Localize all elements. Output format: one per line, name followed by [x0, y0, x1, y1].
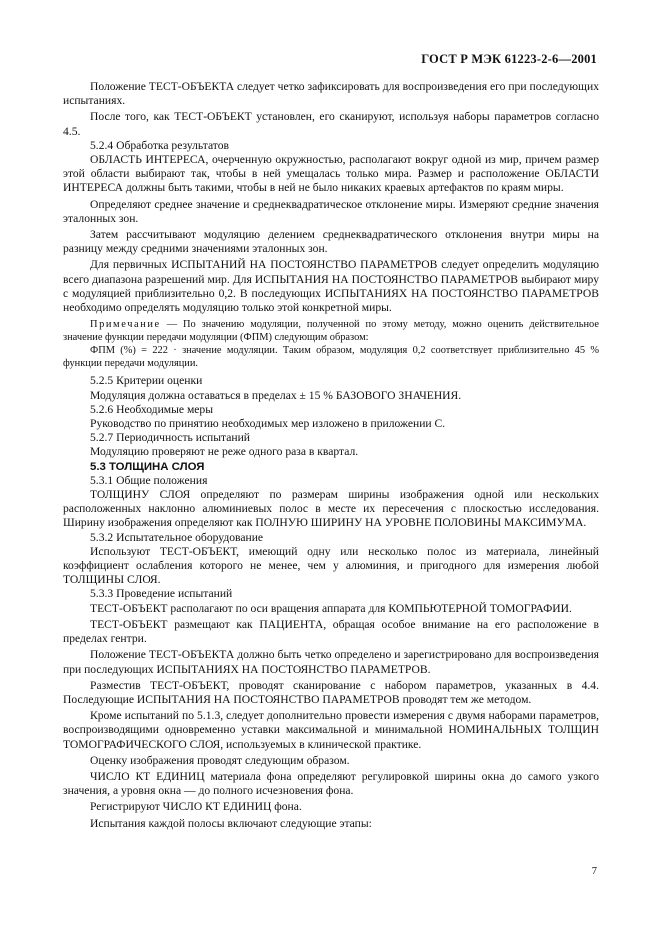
paragraph: Модуляция должна оставаться в пределах ± 15 % БАЗОВОГО ЗНАЧЕНИЯ. — [90, 388, 462, 402]
paragraph: Регистрируют ЧИСЛО КТ ЕДИНИЦ фона. — [90, 800, 302, 814]
page-number: 7 — [591, 866, 597, 877]
paragraph: Кроме испытаний по 5.1.3, следует дополнительно провести измерения с двумя наборами параметров, воспроизводящими одновременно уставки максимальной и минимальной НОМИНАЛЬНЫХ ТОЛЩИН ТОМОГРАФИЧЕСКОГО СЛОЯ, используемых в клинической практике. — [63, 709, 599, 751]
paragraph: Испытания каждой полосы включают следующие этапы: — [90, 816, 372, 830]
document-body — [63, 80, 599, 831]
note-text: — По значению модуляции, полученной по этому методу, можно оценить действительное значение функции передачи модуляции (ФПМ) следующим образом: — [63, 319, 599, 344]
paragraph: Модуляцию проверяют не реже одного раза в квартал. — [90, 445, 359, 459]
section-heading-5-3: 5.3 ТОЛЩИНА СЛОЯ — [90, 460, 205, 473]
paragraph: ТОЛЩИНУ СЛОЯ определяют по размерам ширины изображения одной или нескольких расположенных наклонно алюминиевых полос в месте их пересечения с плоскостью исследования. Ширину изображения определяют как ПОЛНУЮ ШИРИНУ НА УРОВНЕ ПОЛОВИНЫ МАКСИМУМА. — [63, 488, 599, 530]
paragraph: ТЕСТ-ОБЪЕКТ размещают как ПАЦИЕНТА, обращая особое внимание на его расположение в пределах гентри. — [63, 617, 599, 646]
paragraph: ОБЛАСТЬ ИНТЕРЕСА, очерченную окружностью, располагают вокруг одной из мир, причем размер этой области выбирают так, чтобы в ней умещалась только мира. Размер и расположение ОБЛАСТИ ИНТЕРЕСА должны быть такими, чтобы в ней не было никаких краевых артефактов по краям миры. — [63, 153, 599, 195]
paragraph: Определяют среднее значение и среднеквадратическое отклонение миры. Измеряют средние значения эталонных зон. — [63, 197, 599, 225]
paragraph: Используют ТЕСТ-ОБЪЕКТ, имеющий одну или несколько полос из материала, линейный коэффициент ослабления которого не менее, чем у алюминия, и пригодного для измерения любой ТОЛЩИНЫ СЛОЯ. — [63, 544, 599, 587]
document-header: ГОСТ Р МЭК 61223-2-6—2001 — [421, 52, 597, 66]
section-heading-5-3-1: 5.3.1 Общие положения — [90, 473, 208, 487]
paragraph: Положение ТЕСТ-ОБЪЕКТА следует четко зафиксировать для воспроизведения его при последующих испытаниях. — [63, 80, 599, 108]
section-heading-5-2-6: 5.2.6 Необходимые меры — [90, 402, 214, 416]
paragraph: ТЕСТ-ОБЪЕКТ располагают по оси вращения аппарата для КОМПЬЮТЕРНОЙ ТОМОГРАФИИ. — [90, 601, 572, 615]
paragraph: После того, как ТЕСТ-ОБЪЕКТ установлен, его сканируют, используя наборы параметров согласно 4.5. — [63, 110, 599, 138]
section-heading-5-2-5: 5.2.5 Критерии оценки — [90, 374, 203, 388]
note-block — [63, 319, 599, 370]
paragraph: Руководство по принятию необходимых мер изложено в приложении С. — [90, 417, 446, 431]
paragraph: Положение ТЕСТ-ОБЪЕКТА должно быть четко определено и зарегистрировано для воспроизведения при последующих ИСПЫТАНИЯХ НА ПОСТОЯНСТВО ПАРАМЕТРОВ. — [63, 648, 599, 676]
paragraph: Затем рассчитывают модуляцию делением среднеквадратического отклонения внутри миры на разницу между средними значениями эталонных зон. — [63, 228, 599, 256]
note-formula: ФПМ (%) = 222 · значение модуляции. Таким образом, модуляция 0,2 соответствует приблизительно 45 % функции передачи модуляции. — [63, 344, 599, 369]
paragraph: ЧИСЛО КТ ЕДИНИЦ материала фона определяют регулировкой ширины окна до самого узкого значения, а уровня окна — до полного исчезновения фона. — [63, 769, 599, 798]
paragraph: Разместив ТЕСТ-ОБЪЕКТ, проводят сканирование с набором параметров, указанных в 4.4. Последующие ИСПЫТАНИЯ НА ПОСТОЯНСТВО ПАРАМЕТРОВ проводят тем же методом. — [63, 678, 599, 706]
section-heading-5-2-7: 5.2.7 Периодичность испытаний — [90, 431, 251, 445]
note-paragraph — [63, 319, 599, 345]
paragraph: Для первичных ИСПЫТАНИЙ НА ПОСТОЯНСТВО ПАРАМЕТРОВ следует определить модуляцию всего диапазона разрешений мир. Для ИСПЫТАНИЯ НА ПОСТОЯНСТВО ПАРАМЕТРОВ выбирают миру с модуляцией приблизительно 0,2. В последующих ИСПЫТАНИЯХ НА ПОСТОЯНСТВО ПАРАМЕТРОВ необходимо определять модуляцию только этой конкретной миры. — [63, 258, 599, 315]
section-heading-5-3-2: 5.3.2 Испытательное оборудование — [90, 530, 264, 544]
section-heading-5-2-4: 5.2.4 Обработка результатов — [90, 138, 229, 152]
note-label: Примечание — [90, 319, 161, 331]
section-heading-5-3-3: 5.3.3 Проведение испытаний — [90, 587, 233, 601]
paragraph: Оценку изображения проводят следующим образом. — [90, 753, 350, 767]
